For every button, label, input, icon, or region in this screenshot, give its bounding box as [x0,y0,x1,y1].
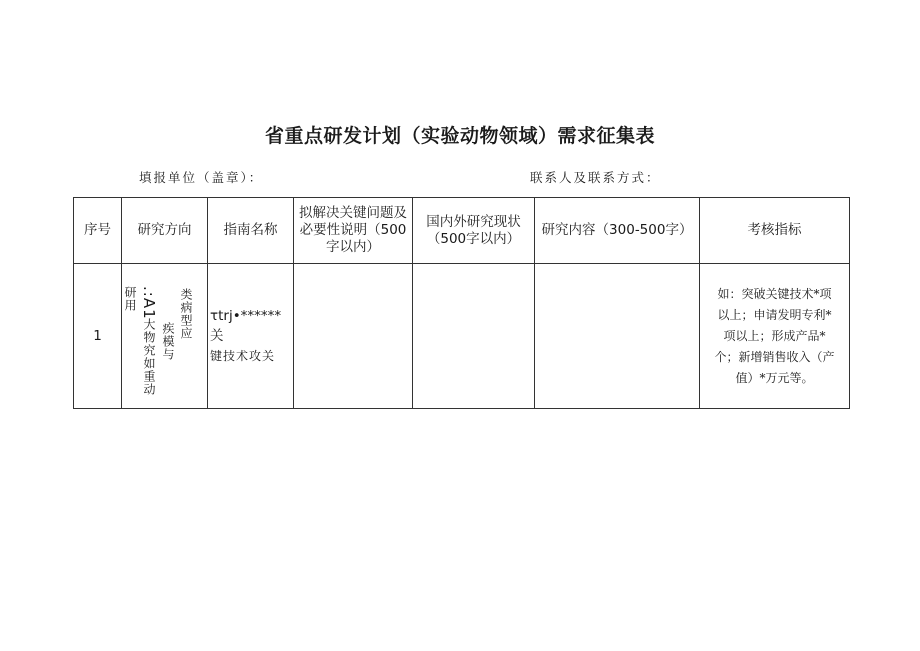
demand-collection-table [73,197,850,409]
direction-text-col: 疾模与 [161,322,175,361]
header-research-status: 国内外研究现状（500字以内） [413,198,535,264]
direction-text-col: 研用 [123,286,137,312]
row-research-content [535,264,700,409]
row-kpi: 如：突破关键技术*项 以上；申请发明专利* 项以上；形成产品* 个；新增销售收入（产 值）*万元等。 [700,264,850,409]
row-key-issues [294,264,413,409]
table-row [74,264,850,409]
filling-unit-label: 填报单位（盖章）： [139,170,264,185]
page-title: 省重点研发计划（实验动物领域）需求征集表 [264,125,655,147]
direction-text-col: 类病型应 [179,288,193,340]
row-research-status [413,264,535,409]
header-direction: 研究方向 [122,198,208,264]
header-research-content: 研究内容（300-500字） [535,198,700,264]
table-header-row [74,198,850,264]
row-seq: 1 [74,264,122,409]
header-seq: 序号 [74,198,122,264]
row-direction [122,264,208,409]
contact-label: 联系人及联系方式： [530,170,661,185]
row-guide-name: τtrj•******关 键技术攻关 [208,264,294,409]
direction-text-col: .:A1 [140,286,158,320]
direction-text-col: 大物究如重动 [142,318,156,396]
header-guide-name: 指南名称 [208,198,294,264]
header-key-issues: 拟解决关键问题及必要性说明（500字以内） [294,198,413,264]
header-kpi: 考核指标 [700,198,850,264]
